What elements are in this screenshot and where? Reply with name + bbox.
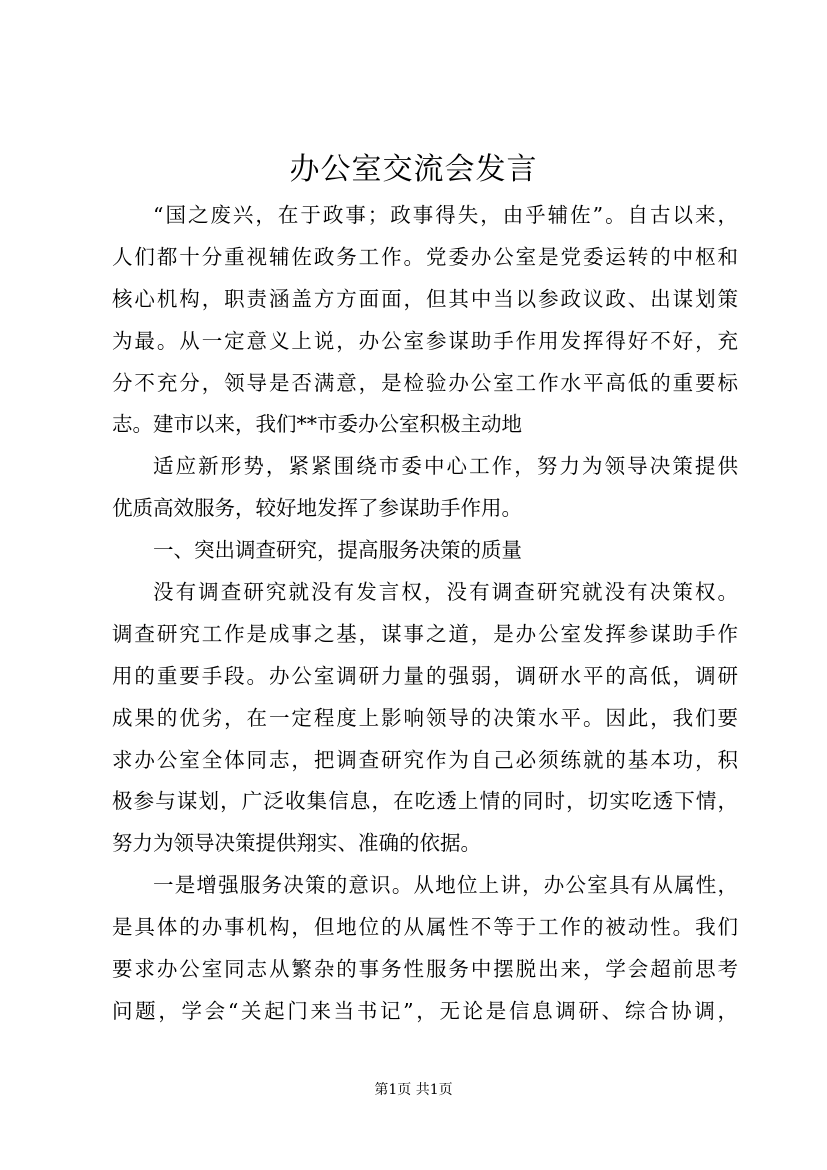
paragraph-line: 调查研究工作是成事之基，谋事之道，是办公室发挥参谋助手作 — [112, 621, 738, 646]
paragraph-line: 是具体的办事机构，但地位的从属性不等于工作的被动性。我们 — [112, 915, 738, 940]
paragraph-line: 适应新形势，紧紧围绕市委中心工作，努力为领导决策提供 — [153, 454, 738, 479]
paragraph-line: “国之废兴，在于政事；政事得失，由乎辅佐”。自古以来， — [153, 203, 738, 227]
paragraph-line: 一是增强服务决策的意识。从地位上讲，办公室具有从属性， — [153, 873, 738, 898]
paragraph-line: 为最。从一定意义上说，办公室参谋助手作用发挥得好不好，充 — [112, 328, 738, 353]
paragraph-line: 求办公室全体同志，把调查研究作为自己必须练就的基本功，积 — [112, 747, 738, 772]
paragraph-line: 志。建市以来，我们**市委办公室积极主动地 — [112, 412, 522, 437]
paragraph-line: 极参与谋划，广泛收集信息，在吃透上情的同时，切实吃透下情， — [112, 789, 738, 814]
section-heading: 一、突出调查研究，提高服务决策的质量 — [153, 538, 522, 563]
paragraph-line: 努力为领导决策提供翔实、准确的依据。 — [112, 831, 481, 856]
paragraph-line: 核心机构，职责涵盖方方面面，但其中当以参政议政、出谋划策 — [112, 286, 738, 311]
paragraph-line: 要求办公室同志从繁杂的事务性服务中摆脱出来，学会超前思考 — [112, 957, 738, 982]
paragraph-line: 分不充分，领导是否满意，是检验办公室工作水平高低的重要标 — [112, 370, 738, 395]
paragraph-line: 人们都十分重视辅佐政务工作。党委办公室是党委运转的中枢和 — [112, 244, 738, 269]
paragraph-line: 用的重要手段。办公室调研力量的强弱，调研水平的高低，调研 — [112, 663, 738, 688]
document-title: 办公室交流会发言 — [289, 152, 538, 187]
paragraph-line: 问题，学会“关起门来当书记”，无论是信息调研、综合协调， — [112, 998, 738, 1023]
document-body — [112, 195, 738, 1033]
paragraph-line: 优质高效服务，较好地发挥了参谋助手作用。 — [112, 496, 522, 521]
paragraph-line: 没有调查研究就没有发言权，没有调查研究就没有决策权。 — [153, 580, 738, 605]
paragraph-line: 成果的优劣，在一定程度上影响领导的决策水平。因此，我们要 — [112, 705, 738, 730]
page-footer: 第1页 共1页 — [374, 1082, 453, 1098]
